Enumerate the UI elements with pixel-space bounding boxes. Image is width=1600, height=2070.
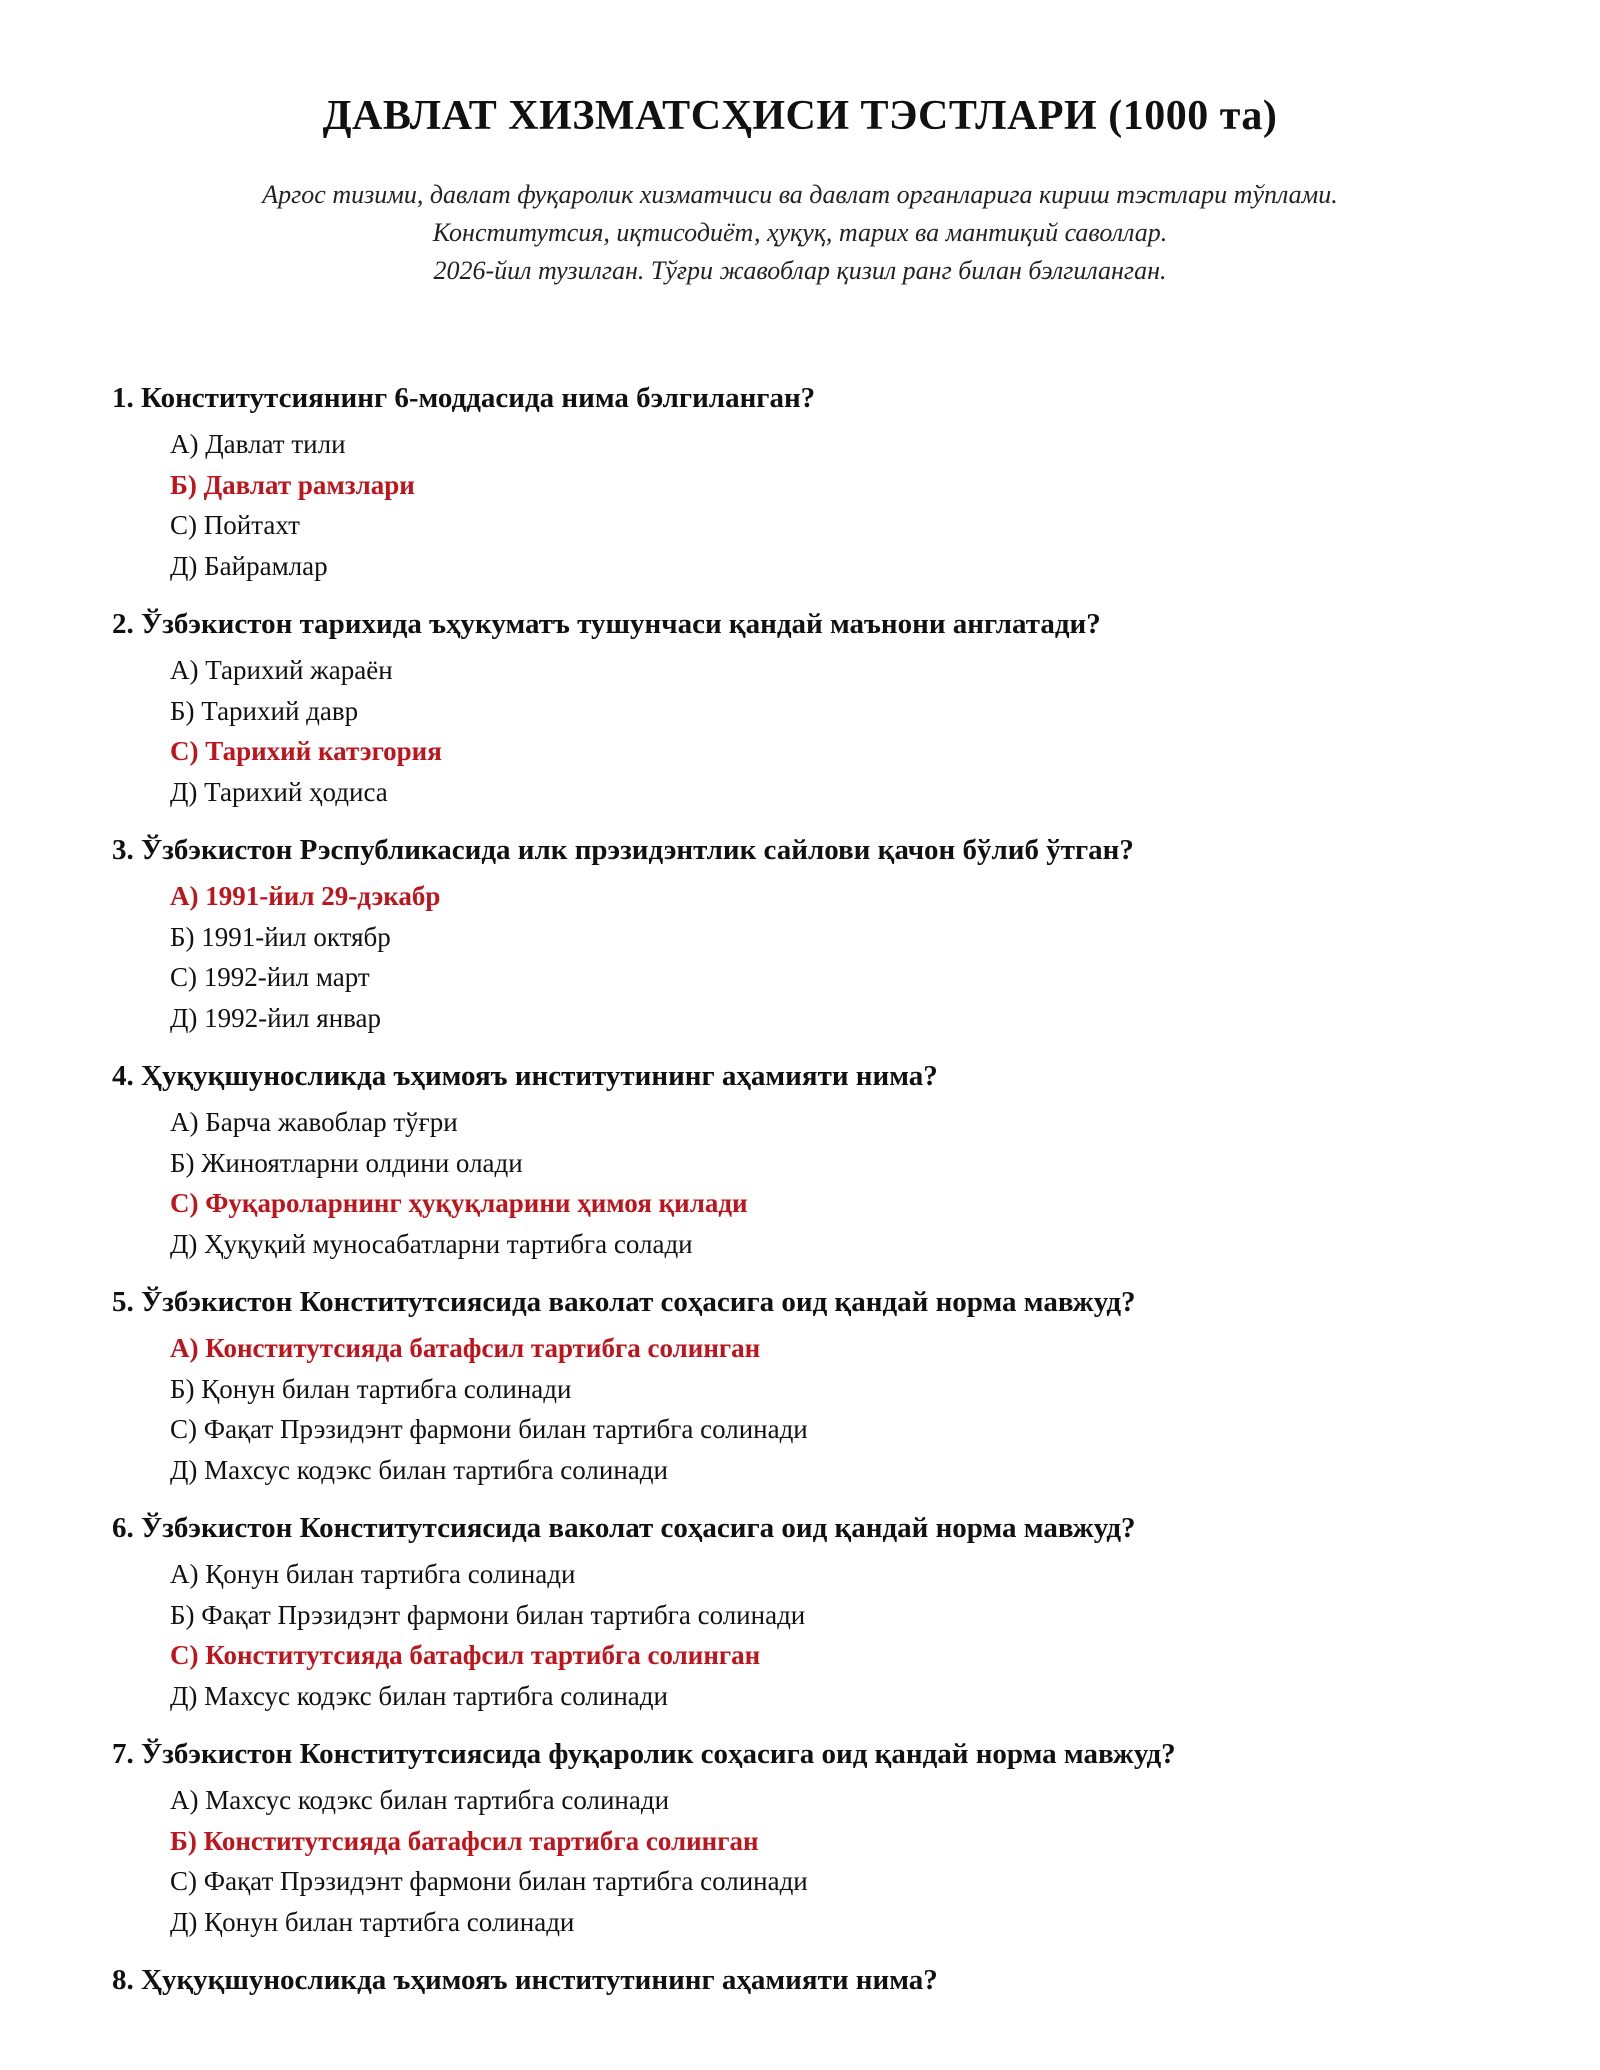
question-text: 7. Ўзбэкистон Конститутсиясида фуқаролик соҳасига оид қандай норма мавжуд? [112,1738,1176,1770]
answer-options [112,1554,1532,1716]
answer-option: С) Фақат Прэзидэнт фармони билан тартибга солинади [170,1866,808,1896]
answer-option: Д) Тарихий ҳодиса [170,776,388,807]
answer-option: С) Пойтахт [170,510,300,540]
answer-option: Д) Махсус кодэкс билан тартибга солинади [170,1454,668,1485]
question-text: 1. Конститутсиянинг 6-моддасида нима бэлгиланган? [112,382,816,414]
answer-option: Б) Фақат Прэзидэнт фармони билан тартибга солинади [170,1599,806,1630]
answer-option: Б) Тарихий давр [170,695,359,726]
question-text: 4. Ҳуқуқшуносликда ъҳимояъ институтининг аҳамияти нима? [112,1060,938,1092]
question-text: 2. Ўзбэкистон тарихида ъҳукуматъ тушунчаси қандай маънони англатади? [112,608,1101,640]
answer-options [112,1780,1532,1942]
answer-option: А) Тарихий жараён [170,655,393,685]
question-block [112,604,1532,812]
question-text: 5. Ўзбэкистон Конститутсиясида ваколат соҳасига оид қандай норма мавжуд? [112,1286,1136,1318]
question-block [112,378,1532,586]
answer-option: А) Махсус кодэкс билан тартибга солинади [170,1785,670,1815]
question-block [112,1056,1532,1264]
question-block [112,1508,1532,1716]
answer-option-correct: С) Тарихий катэгория [170,736,442,766]
answer-option: А) Қонун билан тартибга солинади [170,1559,576,1589]
question-text: 8. Ҳуқуқшуносликда ъҳимояъ институтининг аҳамияти нима? [112,1964,938,1996]
answer-option: Д) Махсус кодэкс билан тартибга солинади [170,1680,668,1711]
document-intro [0,176,1600,290]
answer-options [112,650,1532,812]
answer-option-correct: А) Конститутсияда батафсил тартибга солинган [170,1333,761,1363]
answer-option: С) Фақат Прэзидэнт фармони билан тартибга солинади [170,1414,808,1444]
answer-option-correct: Б) Давлат рамзлари [170,469,415,500]
answer-option: Б) Қонун билан тартибга солинади [170,1373,572,1404]
intro-line: Конститутсия, иқтисодиёт, ҳуқуқ, тарих ва мантиқий саволлар. [432,218,1168,247]
question-block [112,1960,1532,2000]
question-block [112,830,1532,1038]
answer-option: С) 1992-йил март [170,962,370,992]
document-title: ДАВЛАТ ХИЗМАТСҲИСИ ТЭСТЛАРИ (1000 та) [322,93,1278,139]
answer-option: Д) Қонун билан тартибга солинади [170,1906,575,1937]
answer-option: А) Барча жавоблар тўғри [170,1107,458,1137]
answer-options [112,1102,1532,1264]
answer-option: Д) Байрамлар [170,550,328,581]
question-text: 3. Ўзбэкистон Рэспубликасида илк прэзидэнтлик сайлови қачон бўлиб ўтган? [112,834,1134,866]
answer-option: Д) Ҳуқуқий муносабатларни тартибга солади [170,1228,693,1259]
question-list [112,378,1532,2018]
answer-option: Б) Жиноятларни олдини олади [170,1147,523,1178]
question-block [112,1734,1532,1942]
answer-option: Б) 1991-йил октябр [170,921,391,952]
answer-option-correct: С) Конститутсияда батафсил тартибга солинган [170,1640,761,1670]
question-block [112,1282,1532,1490]
intro-line: 2026-йил тузилган. Тўғри жавоблар қизил ранг билан бэлгиланган. [433,256,1167,285]
answer-option-correct: Б) Конститутсияда батафсил тартибга солинган [170,1825,759,1856]
answer-options [112,876,1532,1038]
question-text: 6. Ўзбэкистон Конститутсиясида ваколат соҳасига оид қандай норма мавжуд? [112,1512,1136,1544]
answer-option-correct: С) Фуқароларнинг ҳуқуқларини ҳимоя қилади [170,1188,748,1218]
intro-line: Аргос тизими, давлат фуқаролик хизматчиси ва давлат органларига кириш тэстлари тўплами. [262,180,1338,209]
answer-option: А) Давлат тили [170,429,346,459]
answer-option: Д) 1992-йил январ [170,1002,382,1033]
answer-options [112,424,1532,586]
answer-option-correct: А) 1991-йил 29-дэкабр [170,881,441,911]
answer-options [112,1328,1532,1490]
